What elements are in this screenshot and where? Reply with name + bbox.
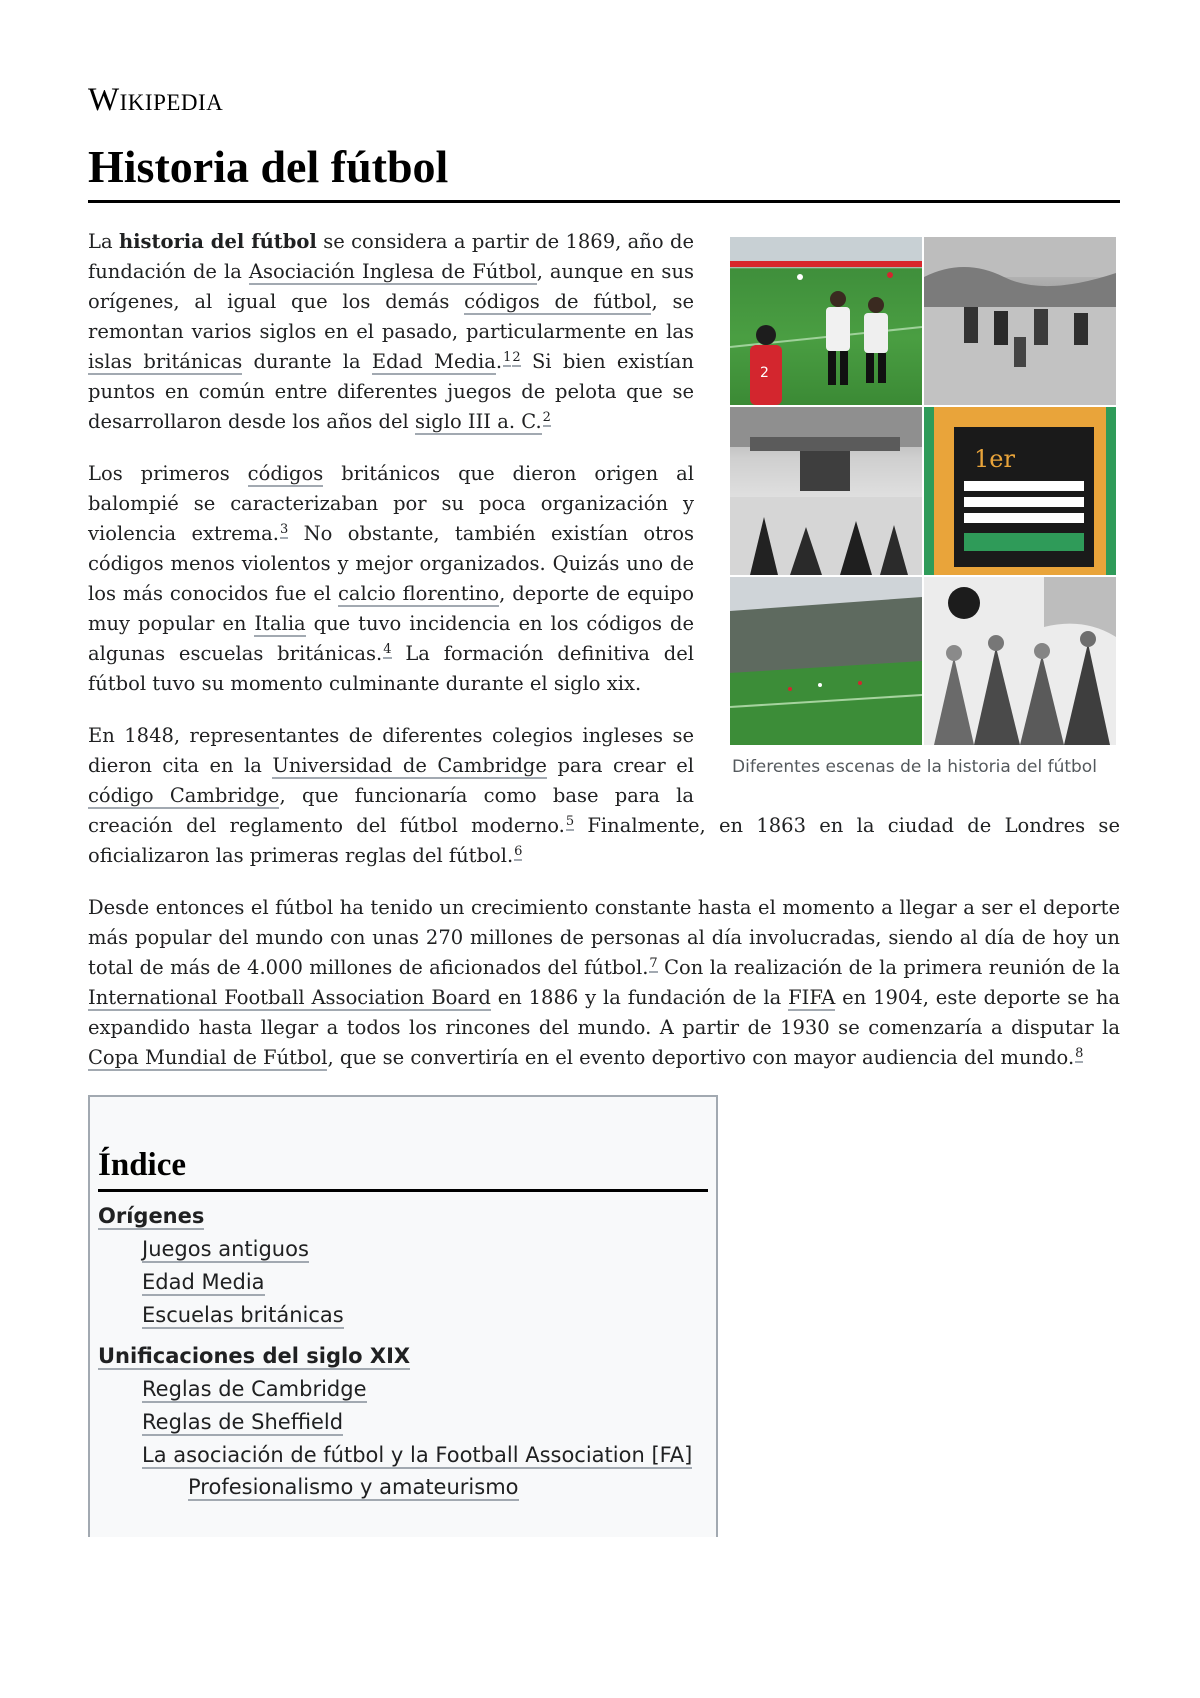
link-codigos[interactable]: códigos: [247, 461, 324, 485]
svg-text:1er: 1er: [974, 444, 1015, 473]
text: Los primeros: [88, 461, 248, 485]
reference-2[interactable]: 2: [542, 409, 551, 425]
toc-title: Índice: [98, 1097, 708, 1192]
wikipedia-wordmark[interactable]: Wikipedia: [88, 82, 224, 118]
toc-item-escuelas-britanicas[interactable]: [98, 1299, 708, 1332]
toc-item-label: Edad Media: [142, 1270, 265, 1295]
text: en 1904, este deporte se ha expandido hasta llegar a todos los rincones del mundo. A partir de 1930 se comenzaría a disputar la: [88, 985, 1121, 1039]
link-fifa[interactable]: FIFA: [788, 985, 836, 1009]
text: Desde entonces el fútbol ha tenido un crecimiento constante hasta el momento a llegar a ser el deporte más popular del mundo con unas 270 millones de personas al día involucradas, siendo al día de hoy un total de más de 4.000 millones de aficionados del fútbol.: [88, 895, 1120, 979]
text: Finalmente, en 1863 en la ciudad de Londres se oficializaron las primeras reglas del fútbol.: [88, 813, 1120, 867]
toc-list: [98, 1200, 708, 1502]
text: , que se convertiría en el evento deportivo con mayor audiencia del mundo.: [327, 1045, 1075, 1069]
svg-text:2: 2: [760, 364, 769, 381]
toc-section-label: Orígenes: [98, 1204, 205, 1229]
text: Con la realización de la primera reunión de la: [657, 955, 1120, 979]
toc-item-profesionalismo[interactable]: [98, 1472, 708, 1502]
toc-item-reglas-sheffield[interactable]: [98, 1406, 708, 1439]
text: que tuvo incidencia en los códigos de algunas escuelas británicas.: [88, 611, 694, 665]
toc-item-label: Escuelas británicas: [142, 1303, 344, 1328]
toc-item-edad-media[interactable]: [98, 1266, 708, 1299]
text: La: [88, 229, 119, 253]
text: , aunque en sus orígenes, al igual que los demás: [88, 259, 695, 313]
text: durante la: [242, 349, 372, 373]
text: para crear el: [546, 753, 694, 777]
reference-3[interactable]: 3: [280, 521, 289, 537]
infobox: [730, 237, 1120, 782]
reference-4[interactable]: 4: [383, 641, 392, 657]
toc-item-label: Reglas de Sheffield: [142, 1410, 344, 1435]
reference-7[interactable]: 7: [649, 955, 658, 971]
link-asociacion-inglesa[interactable]: Asociación Inglesa de Fútbol: [248, 259, 537, 283]
photo-ancient-game[interactable]: [730, 407, 922, 575]
toc-item-juegos-antiguos[interactable]: [98, 1233, 708, 1266]
text: en 1886 y la fundación de la: [490, 985, 789, 1009]
text: , que funcionaría como base para la creación del reglamento del fútbol moderno.: [88, 783, 694, 837]
toc-item-football-association[interactable]: [98, 1439, 708, 1472]
text: En 1848, representantes de diferentes colegios ingleses se dieron cita en la: [88, 723, 694, 777]
reference-8[interactable]: 8: [1075, 1045, 1084, 1061]
article-content: [88, 227, 1120, 1537]
image-collage[interactable]: [730, 237, 1116, 745]
link-edad-media[interactable]: Edad Media: [371, 349, 496, 373]
bold-term: historia del fútbol: [118, 229, 317, 253]
link-islas-britanicas[interactable]: islas británicas: [88, 349, 243, 373]
toc-section-origenes[interactable]: [98, 1200, 708, 1233]
toc-item-label: Profesionalismo y amateurismo: [188, 1475, 519, 1500]
photo-early-match[interactable]: [924, 237, 1116, 405]
article-page: [88, 80, 1120, 1537]
text: se considera a partir de 1869, año de fundación de la: [88, 229, 694, 283]
toc-section-label: Unificaciones del siglo XIX: [98, 1344, 411, 1369]
toc-item-label: La asociación de fútbol y la Football Association [FA]: [142, 1443, 693, 1468]
reference-1[interactable]: 1: [503, 349, 512, 365]
text: británicos que dieron origen al balompié se caracterizaban por su poca organización y violencia extrema.: [88, 461, 694, 545]
text: Si bien existían puntos en común entre diferentes juegos de pelota que se desarrollaron desde los años del: [88, 349, 694, 433]
link-ifab[interactable]: International Football Association Board: [88, 985, 491, 1009]
table-of-contents: [88, 1095, 718, 1537]
link-universidad-cambridge[interactable]: Universidad de Cambridge: [272, 753, 547, 777]
toc-item-label: Juegos antiguos: [142, 1237, 309, 1262]
photo-modern-match[interactable]: [730, 237, 922, 405]
text: , deporte de equipo muy popular en: [88, 581, 694, 635]
link-siglo-iii[interactable]: siglo III a. C.: [414, 409, 542, 433]
text: No obstante, también existían otros códigos menos violentos y mejor organizados. Quizás uno de los más conocidos fue el: [88, 521, 694, 605]
link-italia[interactable]: Italia: [254, 611, 306, 635]
link-codigo-cambridge[interactable]: código Cambridge: [88, 783, 280, 807]
infobox-caption: Diferentes escenas de la historia del fútbol: [732, 756, 1097, 777]
toc-item-reglas-cambridge[interactable]: [98, 1373, 708, 1406]
paragraph-crecimiento: [88, 893, 1120, 1073]
text: La formación definitiva del fútbol tuvo su momento culminante durante el siglo xix.: [88, 641, 694, 695]
reference-5[interactable]: 5: [565, 813, 575, 829]
reference-6[interactable]: 6: [514, 843, 523, 859]
link-calcio-florentino[interactable]: calcio florentino: [338, 581, 500, 605]
text: , se remontan varios siglos en el pasado, particularmente en las: [88, 289, 694, 343]
illustration-historic-game[interactable]: [924, 577, 1116, 745]
link-copa-mundial[interactable]: Copa Mundial de Fútbol: [88, 1045, 328, 1069]
text: .: [495, 349, 503, 373]
page-title: Historia del fútbol: [88, 141, 1120, 203]
toc-item-label: Reglas de Cambridge: [142, 1377, 367, 1402]
link-codigos-de-futbol[interactable]: códigos de fútbol: [464, 289, 652, 313]
poster-world-cup-1930[interactable]: [924, 407, 1116, 575]
toc-section-unificaciones[interactable]: [98, 1340, 708, 1373]
photo-stadium[interactable]: [730, 577, 922, 745]
reference-2[interactable]: 2: [512, 349, 521, 365]
